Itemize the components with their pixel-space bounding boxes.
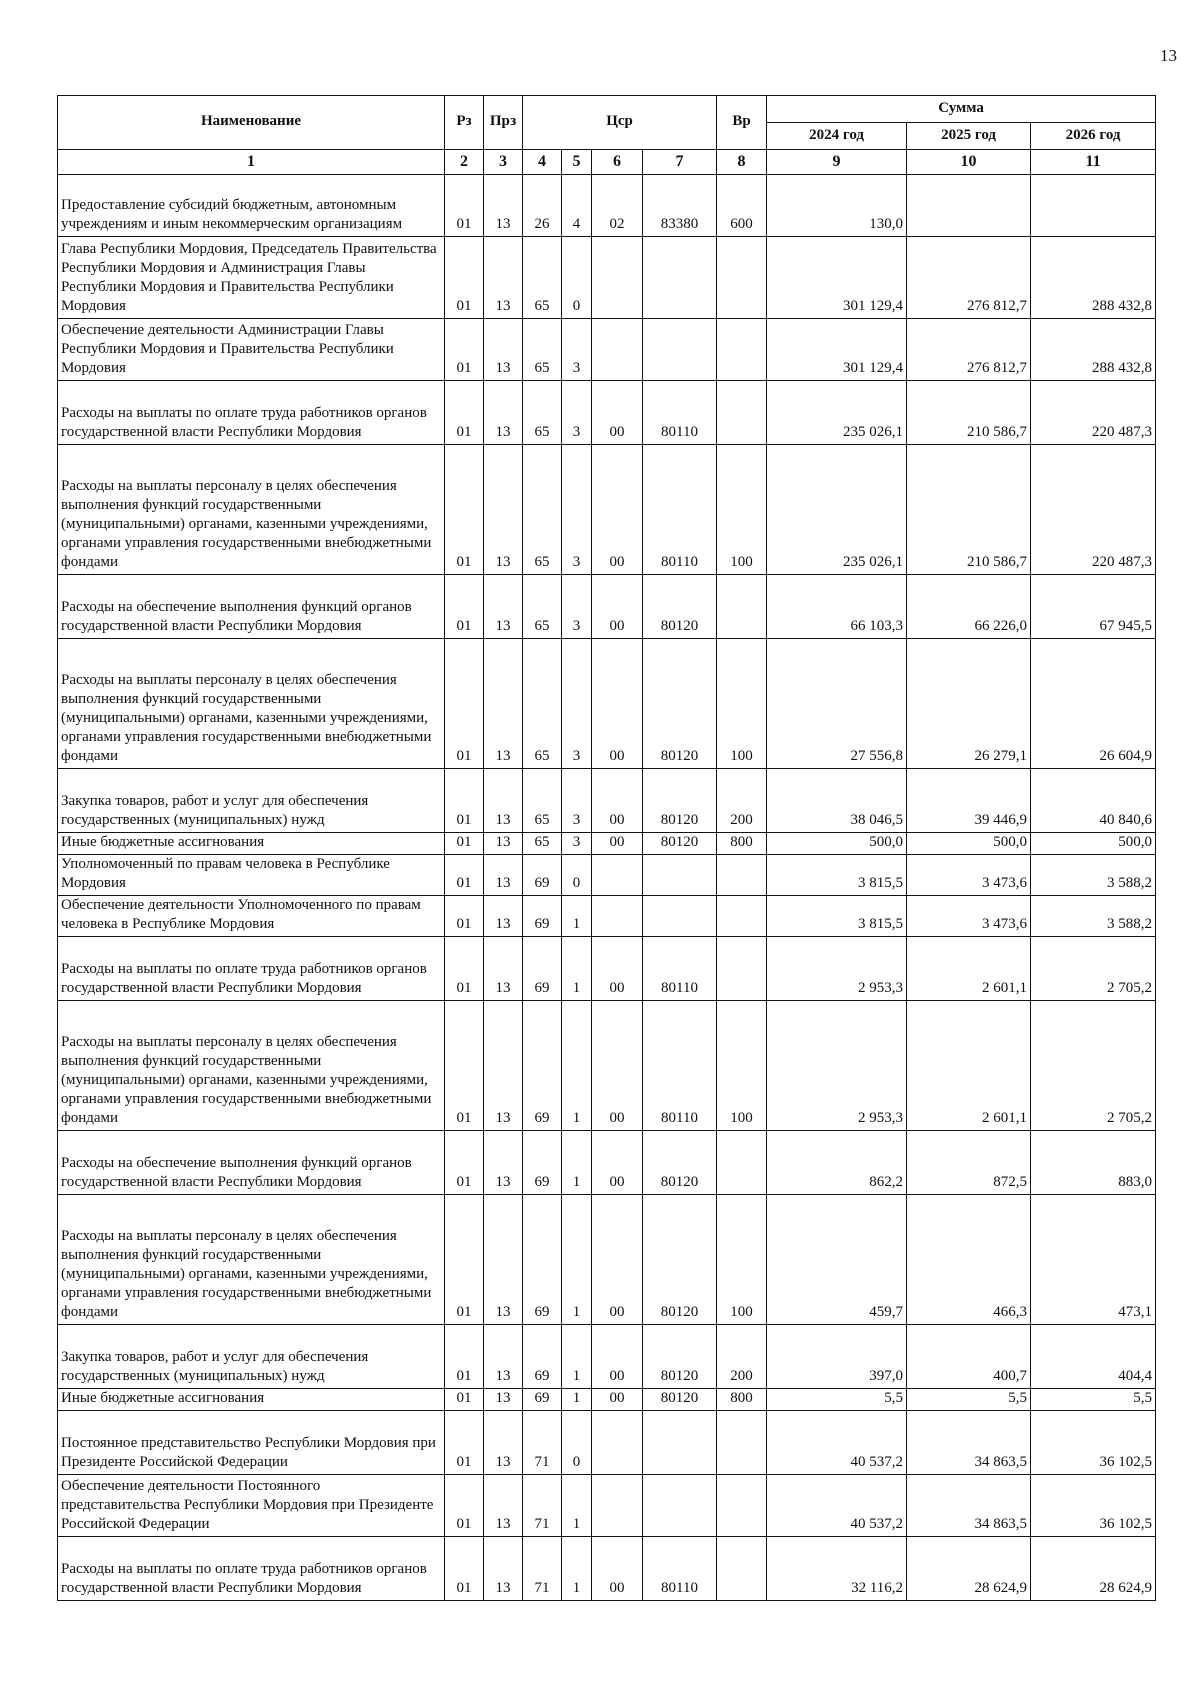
row-name: Расходы на выплаты персоналу в целях обеспечения выполнения функций государственными (муниципальными) органами, казенными учреждениями, органами управления государственными внебюджетными фондами bbox=[58, 1001, 445, 1131]
row-sum-2025: 276 812,7 bbox=[907, 237, 1031, 319]
row-rz: 01 bbox=[445, 1389, 484, 1411]
row-prz: 13 bbox=[484, 1411, 523, 1475]
table-row bbox=[58, 1411, 1156, 1475]
row-tsr-direction: 80120 bbox=[643, 1195, 717, 1325]
row-sum-2024: 32 116,2 bbox=[767, 1537, 907, 1601]
col-number: 4 bbox=[523, 150, 562, 175]
row-name: Уполномоченный по правам человека в Республике Мордовия bbox=[58, 855, 445, 896]
header-year-2025: 2025 год bbox=[907, 123, 1031, 150]
header-rz: Рз bbox=[445, 96, 484, 150]
row-tsr-subprogram: 1 bbox=[562, 1195, 592, 1325]
row-tsr-program: 69 bbox=[523, 937, 562, 1001]
row-tsr-main: 02 bbox=[592, 175, 643, 237]
table-row bbox=[58, 639, 1156, 769]
row-tsr-program: 71 bbox=[523, 1475, 562, 1537]
row-tsr-main: 00 bbox=[592, 575, 643, 639]
row-name: Предоставление субсидий бюджетным, автономным учреждениям и иным некоммерческим организациям bbox=[58, 175, 445, 237]
row-tsr-program: 69 bbox=[523, 1325, 562, 1389]
row-tsr-subprogram: 1 bbox=[562, 1389, 592, 1411]
col-number: 5 bbox=[562, 150, 592, 175]
row-rz: 01 bbox=[445, 1195, 484, 1325]
row-sum-2026 bbox=[1031, 175, 1156, 237]
row-prz: 13 bbox=[484, 1389, 523, 1411]
row-rz: 01 bbox=[445, 896, 484, 937]
row-tsr-program: 65 bbox=[523, 769, 562, 833]
row-tsr-program: 65 bbox=[523, 381, 562, 445]
row-sum-2024: 500,0 bbox=[767, 833, 907, 855]
row-tsr-subprogram: 1 bbox=[562, 1131, 592, 1195]
row-sum-2025: 66 226,0 bbox=[907, 575, 1031, 639]
row-tsr-direction bbox=[643, 855, 717, 896]
row-tsr-main: 00 bbox=[592, 1537, 643, 1601]
row-sum-2025: 39 446,9 bbox=[907, 769, 1031, 833]
row-tsr-main: 00 bbox=[592, 381, 643, 445]
row-rz: 01 bbox=[445, 1537, 484, 1601]
row-tsr-program: 65 bbox=[523, 833, 562, 855]
row-vr: 100 bbox=[717, 1195, 767, 1325]
row-sum-2026: 3 588,2 bbox=[1031, 855, 1156, 896]
row-sum-2026: 404,4 bbox=[1031, 1325, 1156, 1389]
row-tsr-subprogram: 1 bbox=[562, 1475, 592, 1537]
row-sum-2024: 397,0 bbox=[767, 1325, 907, 1389]
col-number: 8 bbox=[717, 150, 767, 175]
table-row bbox=[58, 381, 1156, 445]
row-prz: 13 bbox=[484, 855, 523, 896]
row-name: Обеспечение деятельности Постоянного представительства Республики Мордовия при Президенте Российской Федерации bbox=[58, 1475, 445, 1537]
table-row bbox=[58, 175, 1156, 237]
row-rz: 01 bbox=[445, 1475, 484, 1537]
row-sum-2026: 288 432,8 bbox=[1031, 237, 1156, 319]
col-number: 3 bbox=[484, 150, 523, 175]
row-prz: 13 bbox=[484, 769, 523, 833]
row-tsr-program: 65 bbox=[523, 237, 562, 319]
row-tsr-program: 69 bbox=[523, 1195, 562, 1325]
row-sum-2026: 473,1 bbox=[1031, 1195, 1156, 1325]
table-row bbox=[58, 1001, 1156, 1131]
row-tsr-subprogram: 0 bbox=[562, 1411, 592, 1475]
row-rz: 01 bbox=[445, 833, 484, 855]
row-sum-2026: 2 705,2 bbox=[1031, 937, 1156, 1001]
row-tsr-main: 00 bbox=[592, 1389, 643, 1411]
row-tsr-direction: 80120 bbox=[643, 1131, 717, 1195]
row-name: Расходы на выплаты по оплате труда работников органов государственной власти Республики Мордовия bbox=[58, 937, 445, 1001]
row-tsr-main bbox=[592, 855, 643, 896]
row-prz: 13 bbox=[484, 937, 523, 1001]
row-vr: 100 bbox=[717, 445, 767, 575]
row-sum-2026: 500,0 bbox=[1031, 833, 1156, 855]
row-sum-2024: 301 129,4 bbox=[767, 237, 907, 319]
row-rz: 01 bbox=[445, 575, 484, 639]
row-prz: 13 bbox=[484, 639, 523, 769]
row-name: Иные бюджетные ассигнования bbox=[58, 1389, 445, 1411]
row-prz: 13 bbox=[484, 1001, 523, 1131]
table-row bbox=[58, 1389, 1156, 1411]
row-tsr-direction bbox=[643, 237, 717, 319]
header-tsr: Цср bbox=[523, 96, 717, 150]
row-name: Расходы на выплаты персоналу в целях обеспечения выполнения функций государственными (муниципальными) органами, казенными учреждениями, органами управления государственными внебюджетными фондами bbox=[58, 1195, 445, 1325]
row-sum-2024: 27 556,8 bbox=[767, 639, 907, 769]
row-vr bbox=[717, 1131, 767, 1195]
row-tsr-subprogram: 3 bbox=[562, 445, 592, 575]
row-tsr-direction: 80110 bbox=[643, 937, 717, 1001]
row-sum-2025: 400,7 bbox=[907, 1325, 1031, 1389]
row-rz: 01 bbox=[445, 855, 484, 896]
row-tsr-subprogram: 3 bbox=[562, 319, 592, 381]
row-tsr-program: 65 bbox=[523, 575, 562, 639]
row-sum-2026: 67 945,5 bbox=[1031, 575, 1156, 639]
row-tsr-main bbox=[592, 1475, 643, 1537]
row-tsr-direction bbox=[643, 1411, 717, 1475]
col-number: 11 bbox=[1031, 150, 1156, 175]
table-row bbox=[58, 445, 1156, 575]
row-tsr-program: 65 bbox=[523, 445, 562, 575]
row-tsr-program: 69 bbox=[523, 1131, 562, 1195]
row-tsr-direction bbox=[643, 1475, 717, 1537]
row-prz: 13 bbox=[484, 175, 523, 237]
row-tsr-main: 00 bbox=[592, 1001, 643, 1131]
row-tsr-main: 00 bbox=[592, 445, 643, 575]
row-rz: 01 bbox=[445, 1411, 484, 1475]
row-sum-2026: 26 604,9 bbox=[1031, 639, 1156, 769]
row-tsr-program: 69 bbox=[523, 855, 562, 896]
table-row bbox=[58, 1131, 1156, 1195]
row-tsr-direction: 80120 bbox=[643, 639, 717, 769]
row-vr bbox=[717, 1537, 767, 1601]
row-sum-2025: 210 586,7 bbox=[907, 381, 1031, 445]
row-sum-2025: 28 624,9 bbox=[907, 1537, 1031, 1601]
row-rz: 01 bbox=[445, 175, 484, 237]
row-tsr-subprogram: 1 bbox=[562, 1325, 592, 1389]
row-sum-2026: 40 840,6 bbox=[1031, 769, 1156, 833]
row-sum-2024: 459,7 bbox=[767, 1195, 907, 1325]
row-vr: 800 bbox=[717, 833, 767, 855]
row-prz: 13 bbox=[484, 896, 523, 937]
row-tsr-program: 71 bbox=[523, 1537, 562, 1601]
row-tsr-subprogram: 3 bbox=[562, 769, 592, 833]
row-rz: 01 bbox=[445, 769, 484, 833]
row-vr bbox=[717, 1411, 767, 1475]
row-name: Расходы на выплаты персоналу в целях обеспечения выполнения функций государственными (муниципальными) органами, казенными учреждениями, органами управления государственными внебюджетными фондами bbox=[58, 639, 445, 769]
row-tsr-main bbox=[592, 1411, 643, 1475]
row-tsr-subprogram: 3 bbox=[562, 639, 592, 769]
row-tsr-direction: 83380 bbox=[643, 175, 717, 237]
row-sum-2026: 28 624,9 bbox=[1031, 1537, 1156, 1601]
row-sum-2025: 872,5 bbox=[907, 1131, 1031, 1195]
row-tsr-main: 00 bbox=[592, 639, 643, 769]
row-vr: 600 bbox=[717, 175, 767, 237]
row-prz: 13 bbox=[484, 1131, 523, 1195]
row-tsr-direction: 80120 bbox=[643, 1325, 717, 1389]
row-rz: 01 bbox=[445, 1325, 484, 1389]
budget-table bbox=[57, 95, 1156, 1601]
row-tsr-program: 71 bbox=[523, 1411, 562, 1475]
row-sum-2026: 36 102,5 bbox=[1031, 1475, 1156, 1537]
row-sum-2025 bbox=[907, 175, 1031, 237]
row-sum-2026: 3 588,2 bbox=[1031, 896, 1156, 937]
row-sum-2024: 38 046,5 bbox=[767, 769, 907, 833]
row-sum-2025: 34 863,5 bbox=[907, 1411, 1031, 1475]
row-rz: 01 bbox=[445, 445, 484, 575]
row-vr bbox=[717, 237, 767, 319]
row-tsr-main: 00 bbox=[592, 1131, 643, 1195]
row-sum-2025: 2 601,1 bbox=[907, 937, 1031, 1001]
row-tsr-main: 00 bbox=[592, 1195, 643, 1325]
table-row bbox=[58, 575, 1156, 639]
row-sum-2026: 288 432,8 bbox=[1031, 319, 1156, 381]
row-sum-2025: 34 863,5 bbox=[907, 1475, 1031, 1537]
row-tsr-subprogram: 3 bbox=[562, 833, 592, 855]
row-tsr-program: 69 bbox=[523, 1001, 562, 1131]
row-sum-2025: 210 586,7 bbox=[907, 445, 1031, 575]
row-tsr-subprogram: 1 bbox=[562, 937, 592, 1001]
row-name: Расходы на выплаты по оплате труда работников органов государственной власти Республики Мордовия bbox=[58, 381, 445, 445]
row-prz: 13 bbox=[484, 445, 523, 575]
row-sum-2024: 3 815,5 bbox=[767, 855, 907, 896]
row-prz: 13 bbox=[484, 575, 523, 639]
row-sum-2024: 2 953,3 bbox=[767, 1001, 907, 1131]
row-sum-2024: 40 537,2 bbox=[767, 1475, 907, 1537]
table-row bbox=[58, 1195, 1156, 1325]
row-tsr-subprogram: 0 bbox=[562, 855, 592, 896]
row-sum-2024: 130,0 bbox=[767, 175, 907, 237]
header-name: Наименование bbox=[58, 96, 445, 150]
row-name: Расходы на выплаты персоналу в целях обеспечения выполнения функций государственными (муниципальными) органами, казенными учреждениями, органами управления государственными внебюджетными фондами bbox=[58, 445, 445, 575]
col-number: 10 bbox=[907, 150, 1031, 175]
row-tsr-program: 69 bbox=[523, 896, 562, 937]
row-name: Расходы на выплаты по оплате труда работников органов государственной власти Республики Мордовия bbox=[58, 1537, 445, 1601]
row-rz: 01 bbox=[445, 937, 484, 1001]
row-sum-2024: 5,5 bbox=[767, 1389, 907, 1411]
row-tsr-direction: 80110 bbox=[643, 1537, 717, 1601]
row-rz: 01 bbox=[445, 381, 484, 445]
row-tsr-direction: 80110 bbox=[643, 445, 717, 575]
row-sum-2024: 3 815,5 bbox=[767, 896, 907, 937]
row-tsr-main bbox=[592, 319, 643, 381]
row-name: Закупка товаров, работ и услуг для обеспечения государственных (муниципальных) нужд bbox=[58, 769, 445, 833]
row-tsr-main bbox=[592, 896, 643, 937]
row-vr bbox=[717, 575, 767, 639]
row-tsr-direction bbox=[643, 896, 717, 937]
row-tsr-subprogram: 1 bbox=[562, 1001, 592, 1131]
row-tsr-subprogram: 3 bbox=[562, 575, 592, 639]
col-number: 6 bbox=[592, 150, 643, 175]
col-number: 1 bbox=[58, 150, 445, 175]
table-row bbox=[58, 937, 1156, 1001]
row-rz: 01 bbox=[445, 237, 484, 319]
row-sum-2025: 3 473,6 bbox=[907, 896, 1031, 937]
header-prz: Прз bbox=[484, 96, 523, 150]
row-sum-2025: 3 473,6 bbox=[907, 855, 1031, 896]
row-vr bbox=[717, 896, 767, 937]
row-sum-2024: 66 103,3 bbox=[767, 575, 907, 639]
row-tsr-subprogram: 1 bbox=[562, 1537, 592, 1601]
row-tsr-main: 00 bbox=[592, 769, 643, 833]
row-tsr-subprogram: 3 bbox=[562, 381, 592, 445]
table-row bbox=[58, 769, 1156, 833]
row-sum-2024: 235 026,1 bbox=[767, 381, 907, 445]
table-row bbox=[58, 896, 1156, 937]
row-tsr-subprogram: 0 bbox=[562, 237, 592, 319]
row-name: Обеспечение деятельности Уполномоченного по правам человека в Республике Мордовия bbox=[58, 896, 445, 937]
row-vr: 200 bbox=[717, 769, 767, 833]
row-sum-2026: 220 487,3 bbox=[1031, 381, 1156, 445]
row-tsr-direction: 80120 bbox=[643, 833, 717, 855]
row-prz: 13 bbox=[484, 1475, 523, 1537]
col-number: 9 bbox=[767, 150, 907, 175]
row-tsr-program: 69 bbox=[523, 1389, 562, 1411]
row-tsr-subprogram: 4 bbox=[562, 175, 592, 237]
row-tsr-program: 65 bbox=[523, 319, 562, 381]
row-rz: 01 bbox=[445, 639, 484, 769]
row-sum-2026: 36 102,5 bbox=[1031, 1411, 1156, 1475]
row-sum-2025: 26 279,1 bbox=[907, 639, 1031, 769]
row-tsr-direction: 80110 bbox=[643, 1001, 717, 1131]
row-sum-2024: 235 026,1 bbox=[767, 445, 907, 575]
row-sum-2026: 220 487,3 bbox=[1031, 445, 1156, 575]
row-tsr-main: 00 bbox=[592, 833, 643, 855]
row-vr: 800 bbox=[717, 1389, 767, 1411]
row-sum-2026: 883,0 bbox=[1031, 1131, 1156, 1195]
row-prz: 13 bbox=[484, 833, 523, 855]
table-row bbox=[58, 855, 1156, 896]
row-tsr-main: 00 bbox=[592, 937, 643, 1001]
row-sum-2024: 2 953,3 bbox=[767, 937, 907, 1001]
row-tsr-program: 65 bbox=[523, 639, 562, 769]
header-year-2026: 2026 год bbox=[1031, 123, 1156, 150]
table-row bbox=[58, 319, 1156, 381]
column-numbers-row bbox=[58, 150, 1156, 175]
col-number: 7 bbox=[643, 150, 717, 175]
row-sum-2025: 276 812,7 bbox=[907, 319, 1031, 381]
table-body bbox=[58, 175, 1156, 1601]
row-name: Закупка товаров, работ и услуг для обеспечения государственных (муниципальных) нужд bbox=[58, 1325, 445, 1389]
row-name: Расходы на обеспечение выполнения функций органов государственной власти Республики Мордовия bbox=[58, 575, 445, 639]
row-tsr-direction: 80120 bbox=[643, 769, 717, 833]
row-sum-2025: 500,0 bbox=[907, 833, 1031, 855]
table-row bbox=[58, 1475, 1156, 1537]
row-rz: 01 bbox=[445, 319, 484, 381]
col-number: 2 bbox=[445, 150, 484, 175]
row-vr bbox=[717, 937, 767, 1001]
row-tsr-direction: 80120 bbox=[643, 1389, 717, 1411]
row-prz: 13 bbox=[484, 1195, 523, 1325]
row-name: Глава Республики Мордовия, Председатель Правительства Республики Мордовия и Администрация Главы Республики Мордовия и Правительства Республики Мордовия bbox=[58, 237, 445, 319]
row-tsr-direction: 80120 bbox=[643, 575, 717, 639]
row-sum-2025: 5,5 bbox=[907, 1389, 1031, 1411]
table-row bbox=[58, 237, 1156, 319]
row-tsr-program: 26 bbox=[523, 175, 562, 237]
table-row bbox=[58, 1325, 1156, 1389]
header-year-2024: 2024 год bbox=[767, 123, 907, 150]
table-row bbox=[58, 833, 1156, 855]
row-vr: 100 bbox=[717, 1001, 767, 1131]
row-name: Обеспечение деятельности Администрации Главы Республики Мордовия и Правительства Республики Мордовия bbox=[58, 319, 445, 381]
row-name: Иные бюджетные ассигнования bbox=[58, 833, 445, 855]
row-vr: 100 bbox=[717, 639, 767, 769]
page-number: 13 bbox=[1160, 46, 1177, 65]
row-prz: 13 bbox=[484, 237, 523, 319]
row-sum-2025: 466,3 bbox=[907, 1195, 1031, 1325]
row-tsr-main bbox=[592, 237, 643, 319]
row-tsr-direction bbox=[643, 319, 717, 381]
row-rz: 01 bbox=[445, 1131, 484, 1195]
row-rz: 01 bbox=[445, 1001, 484, 1131]
row-sum-2024: 301 129,4 bbox=[767, 319, 907, 381]
row-vr bbox=[717, 855, 767, 896]
row-name: Постоянное представительство Республики Мордовия при Президенте Российской Федерации bbox=[58, 1411, 445, 1475]
row-sum-2026: 5,5 bbox=[1031, 1389, 1156, 1411]
row-vr bbox=[717, 1475, 767, 1537]
header-sum: Сумма bbox=[767, 96, 1156, 123]
row-prz: 13 bbox=[484, 381, 523, 445]
row-prz: 13 bbox=[484, 1537, 523, 1601]
row-tsr-main: 00 bbox=[592, 1325, 643, 1389]
row-tsr-subprogram: 1 bbox=[562, 896, 592, 937]
header-vr: Вр bbox=[717, 96, 767, 150]
row-tsr-direction: 80110 bbox=[643, 381, 717, 445]
row-prz: 13 bbox=[484, 319, 523, 381]
row-vr bbox=[717, 381, 767, 445]
row-sum-2025: 2 601,1 bbox=[907, 1001, 1031, 1131]
row-sum-2024: 40 537,2 bbox=[767, 1411, 907, 1475]
row-sum-2024: 862,2 bbox=[767, 1131, 907, 1195]
row-name: Расходы на обеспечение выполнения функций органов государственной власти Республики Мордовия bbox=[58, 1131, 445, 1195]
row-vr bbox=[717, 319, 767, 381]
row-prz: 13 bbox=[484, 1325, 523, 1389]
table-row bbox=[58, 1537, 1156, 1601]
row-vr: 200 bbox=[717, 1325, 767, 1389]
row-sum-2026: 2 705,2 bbox=[1031, 1001, 1156, 1131]
